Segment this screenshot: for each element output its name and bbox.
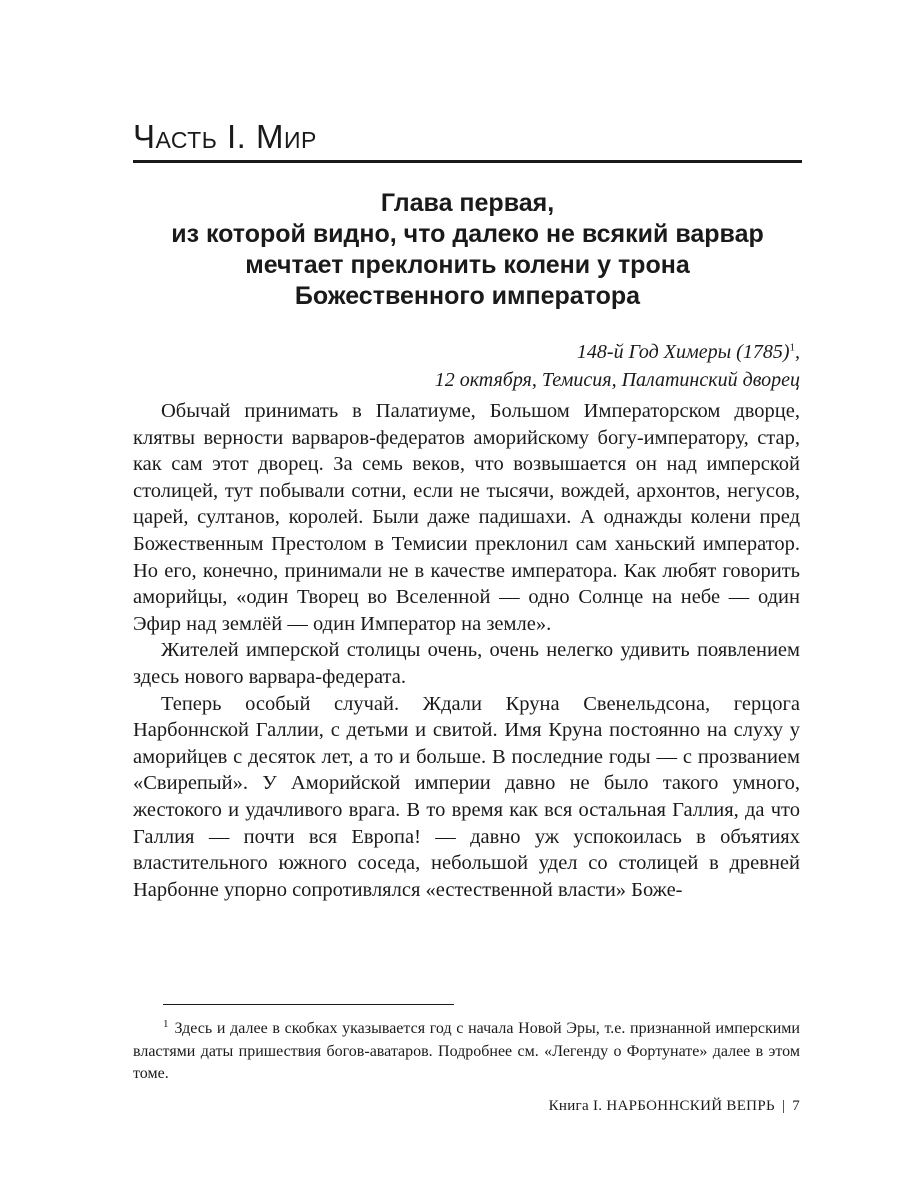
chapter-heading-line: Божественного императора — [294, 282, 641, 310]
part-title-rule — [133, 160, 802, 163]
running-footer — [549, 1098, 800, 1115]
footnote-mark: 1 — [163, 1017, 169, 1030]
page-number: 7 — [792, 1098, 800, 1114]
footnote — [133, 1018, 800, 1086]
footer-book-title: Книга I. НАРБОННСКИЙ ВЕПРЬ — [548, 1098, 775, 1114]
part-title: Часть I. Мир — [133, 118, 317, 155]
chapter-heading — [133, 188, 802, 312]
paragraph: Жителей имперской столицы очень, очень нелегко удивить появлением здесь нового варвара-федерата. — [133, 639, 800, 688]
epigraph-comma: , — [795, 341, 800, 363]
footnote-reference[interactable]: 1 — [789, 341, 795, 354]
epigraph-year: 148-й Год Химеры (1785) — [576, 341, 790, 363]
footer-separator: | — [781, 1098, 786, 1114]
footnote-text: Здесь и далее в скобках указывается год с начала Новой Эры, т.е. признанной имперскими властями даты пришествия богов-аватаров. Подробнее см. «Легенду о Фортунате» далее в этом томе. — [133, 1020, 800, 1082]
epigraph — [133, 338, 800, 394]
chapter-heading-line: Глава первая, — [380, 189, 555, 217]
epigraph-date-line — [133, 338, 800, 366]
epigraph-place-line: 12 октября, Темисия, Палатинский дворец — [434, 369, 800, 391]
chapter-heading-line: мечтает преклонить колени у трона — [245, 251, 690, 279]
chapter-heading-line: из которой видно, что далеко не всякий варвар — [171, 220, 764, 248]
footnote-separator — [163, 1004, 454, 1005]
body-text — [133, 398, 800, 903]
paragraph: Теперь особый случай. Ждали Круна Свенельдсона, герцога Нарбоннской Галлии, с детьми и свитой. Имя Круна постоянно на слуху у аморийцев с десяток лет, а то и больше. В последние годы — с прозванием «Свирепый». У Аморийской империи давно не было такого умного, жестокого и удачливого врага. В то время как вся остальная Галлия, да что Галлия — почти вся Европа! — давно уж успокоилась в объятиях властительного южного соседа, небольшой удел со столицей в древней Нарбонне упорно сопротивлялся «естественной власти» Боже- — [133, 692, 800, 901]
paragraph: Обычай принимать в Палатиуме, Большом Императорском дворце, клятвы верности варваров-федератов аморийскому богу-императору, стар, как сам этот дворец. За семь веков, что возвышается он над имперской столицей, тут побывали сотни, если не тысячи, вождей, архонтов, негусов, царей, султанов, королей. Были даже падишахи. А однажды колени пред Божественным Престолом в Темисии преклонил сам ханьский император. Но его, конечно, принимали не в качестве императора. Как любят говорить аморийцы, «один Творец во Вселенной — одно Солнце на небе — один Эфир над землёй — один Император на земле». — [133, 400, 800, 635]
